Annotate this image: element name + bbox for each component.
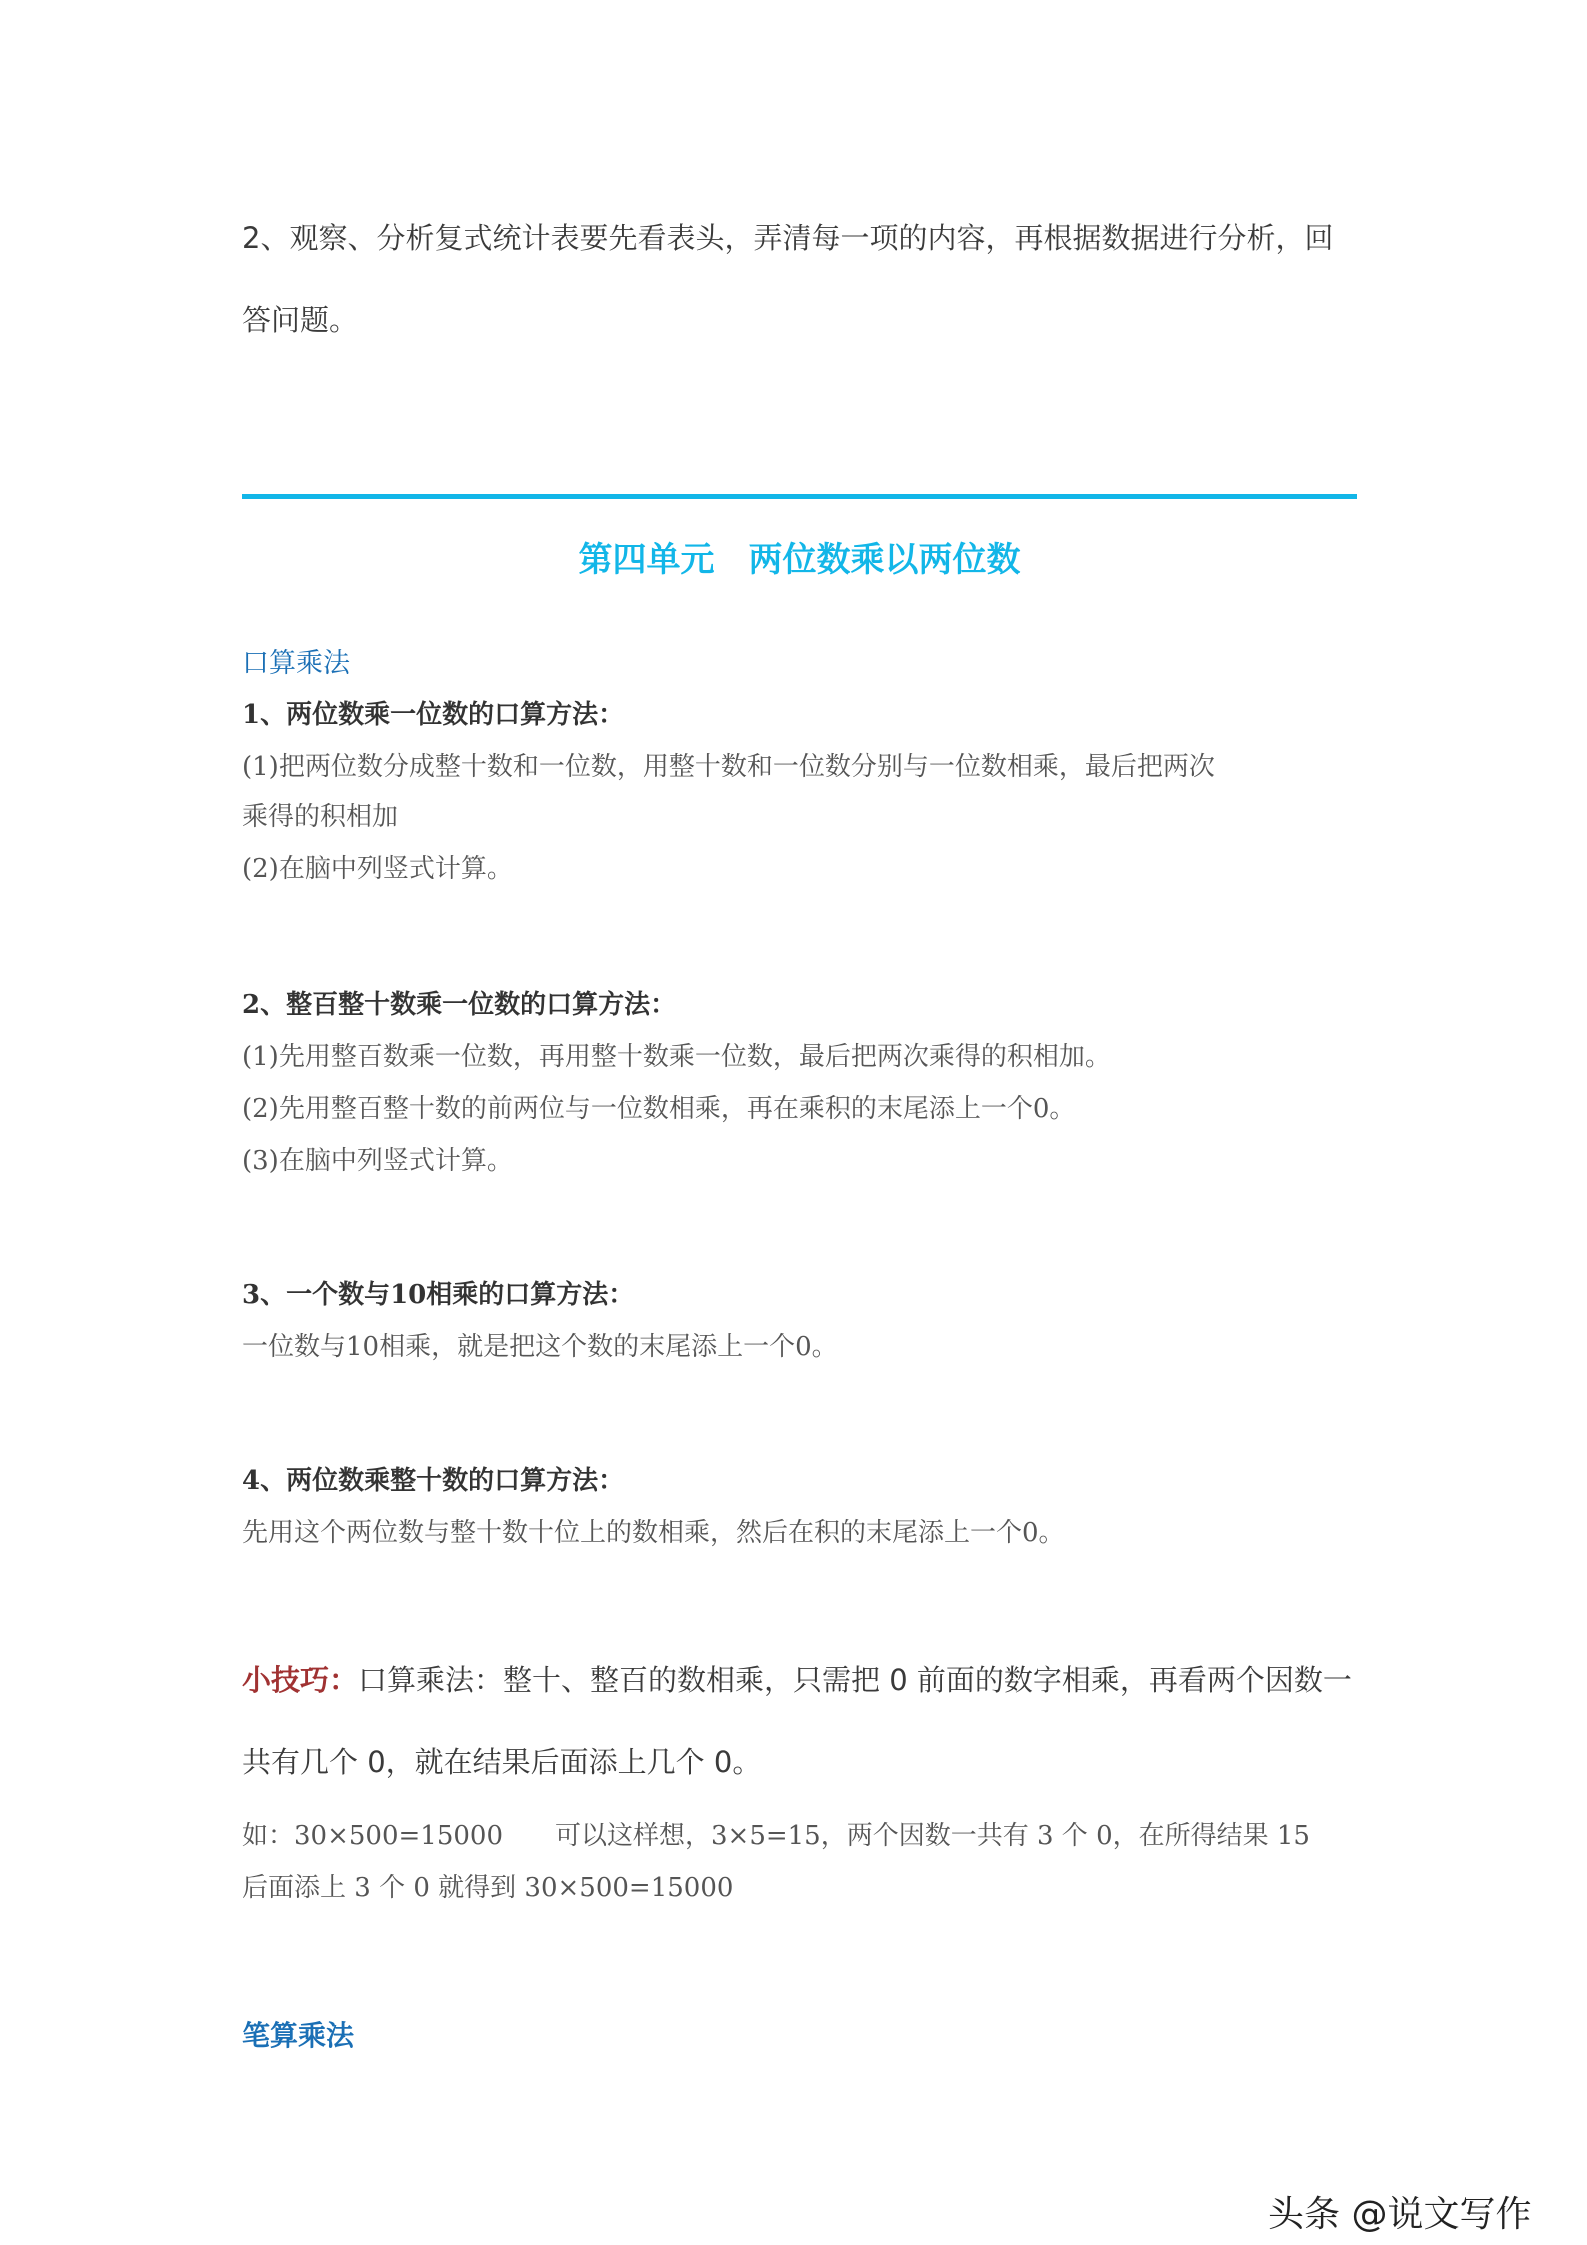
tip-line-2: 共有几个 0，就在结果后面添上几个 0。 xyxy=(242,1745,762,1779)
item-heading: 1、两位数乘一位数的口算方法： xyxy=(242,700,625,730)
example-line-1: 如：30×500=15000 可以这样想，3×5=15，两个因数一共有 3 个 0，在所得结果 15 xyxy=(242,1821,1310,1851)
intro-line-2: 答问题。 xyxy=(242,303,359,337)
item-heading: 4、两位数乘整十数的口算方法： xyxy=(242,1466,625,1496)
unit-title: 第四单元 两位数乘以两位数 xyxy=(578,540,1021,580)
example-line-2: 后面添上 3 个 0 就得到 30×500=15000 xyxy=(242,1873,734,1903)
item-heading: 3、一个数与10相乘的口算方法： xyxy=(242,1280,635,1310)
item-line: (1)先用整百数乘一位数，再用整十数乘一位数，最后把两次乘得的积相加。 xyxy=(242,1042,1111,1072)
item-line: 乘得的积相加 xyxy=(242,802,399,832)
intro-line-1: 2、观察、分析复式统计表要先看表头，弄清每一项的内容，再根据数据进行分析，回 xyxy=(242,221,1334,255)
tip-text: 口算乘法：整十、整百的数相乘，只需把 0 前面的数字相乘，再看两个因数一 xyxy=(358,1663,1352,1697)
item-line: (3)在脑中列竖式计算。 xyxy=(242,1146,513,1176)
section-title-oral: 口算乘法 xyxy=(242,648,350,679)
watermark: 头条 @说文写作 xyxy=(1268,2194,1532,2235)
tip-line-1 xyxy=(242,1663,1352,1697)
item-line: (2)在脑中列竖式计算。 xyxy=(242,854,513,884)
item-line: 先用这个两位数与整十数十位上的数相乘，然后在积的末尾添上一个0。 xyxy=(242,1518,1065,1548)
item-heading: 2、整百整十数乘一位数的口算方法： xyxy=(242,990,677,1020)
tip-label: 小技巧： xyxy=(242,1663,359,1697)
item-line: (1)把两位数分成整十数和一位数，用整十数和一位数分别与一位数相乘，最后把两次 xyxy=(242,752,1215,782)
item-line: 一位数与10相乘，就是把这个数的末尾添上一个0。 xyxy=(242,1332,838,1362)
item-line: (2)先用整百整十数的前两位与一位数相乘，再在乘积的末尾添上一个0。 xyxy=(242,1094,1076,1124)
section-divider xyxy=(242,494,1357,499)
section-title-written: 笔算乘法 xyxy=(242,2019,355,2052)
